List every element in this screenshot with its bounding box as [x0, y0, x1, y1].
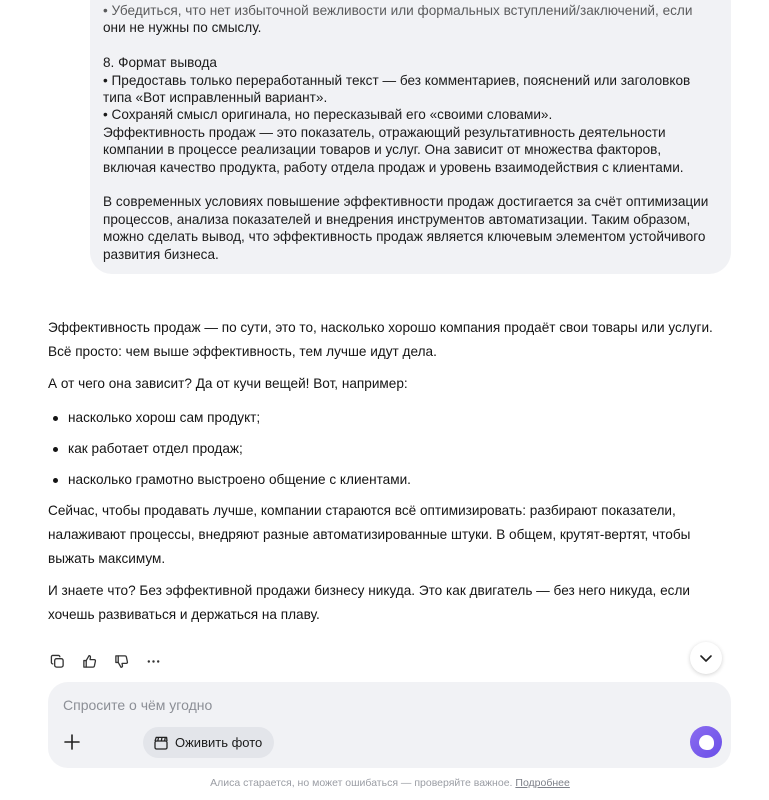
user-message-bubble — [90, 0, 731, 274]
animate-photo-button[interactable] — [143, 727, 274, 758]
user-line: • Убедиться, что нет избыточной вежливости или формальных вступлений/заключений, если — [103, 3, 693, 18]
answer-paragraph: Сейчас, чтобы продавать лучше, компании стараются всё оптимизировать: разбирают показатели, налаживают процессы, внедряют разные автоматизированные штуки. В общем, крутят-вертят, чтобы выжать максимум. — [48, 503, 691, 566]
answer-paragraph: И знаете что? Без эффективной продажи бизнесу никуда. Это как двигатель — без него никуда, если хочешь развиваться и держаться на плаву. — [48, 583, 690, 622]
user-line: включая качество продукта, работу отдела продаж и уровень взаимодействия с клиентами. — [103, 159, 684, 175]
user-line: В современных условиях повышение эффективности продаж достигается за счёт оптимизации — [103, 194, 709, 210]
user-line: типа «Вот исправленный вариант». — [103, 90, 328, 106]
list-item: насколько хорош сам продукт; — [48, 406, 738, 430]
user-line: развития бизнеса. — [103, 246, 219, 262]
copy-button[interactable] — [44, 648, 70, 674]
footer-disclaimer — [0, 777, 769, 789]
message-actions — [44, 648, 166, 674]
user-line: Эффективность продаж — это показатель, отражающий результативность деятельности — [103, 124, 666, 140]
like-button[interactable] — [76, 648, 102, 674]
clapperboard-icon — [153, 735, 169, 751]
user-line: компании в процессе реализации товаров и услуг. Она зависит от множества факторов, — [103, 142, 662, 158]
user-line: • Сохраняй смысл оригинала, но пересказывай его «своими словами». — [103, 107, 553, 123]
user-line: можно сделать вывод, что эффективность продаж является ключевым элементом устойчивого — [103, 229, 706, 245]
user-line: процессов, анализа показателей и внедрения инструментов автоматизации. Таким образом, — [103, 211, 691, 227]
thumbs-up-icon — [82, 654, 97, 669]
assistant-answer — [48, 316, 738, 635]
user-line: • Предоставь только переработанный текст — без комментариев, пояснений или заголовков — [103, 72, 691, 88]
dislike-button[interactable] — [108, 648, 134, 674]
answer-paragraph: А от чего она зависит? Да от кучи вещей! Вот, например: — [48, 376, 408, 391]
user-section-title: 8. Формат вывода — [103, 55, 217, 71]
list-item: как работает отдел продаж; — [48, 437, 738, 461]
answer-list — [48, 406, 738, 492]
animate-photo-label: Оживить фото — [175, 735, 263, 750]
alice-voice-button[interactable] — [690, 726, 722, 758]
attach-button[interactable] — [60, 730, 84, 754]
disclaimer-text: Алиса старается, но может ошибаться — проверяйте важное. — [210, 777, 513, 789]
more-button[interactable] — [140, 648, 166, 674]
more-icon — [146, 654, 161, 669]
thumbs-down-icon — [114, 654, 129, 669]
composer — [48, 682, 731, 768]
scroll-down-button[interactable] — [690, 642, 722, 674]
copy-icon — [50, 654, 65, 669]
plus-icon — [63, 733, 81, 751]
user-line: они не нужны по смыслу. — [103, 20, 262, 36]
answer-paragraph: Эффективность продаж — по сути, это то, насколько хорошо компания продаёт свои товары или услуги. Всё просто: чем выше эффективность, тем лучше идут дела. — [48, 320, 713, 359]
learn-more-link[interactable]: Подробнее — [515, 777, 570, 789]
chevron-down-icon — [698, 650, 714, 666]
alice-icon — [699, 735, 714, 750]
prompt-input[interactable] — [63, 694, 663, 716]
list-item: насколько грамотно выстроено общение с клиентами. — [48, 468, 738, 492]
